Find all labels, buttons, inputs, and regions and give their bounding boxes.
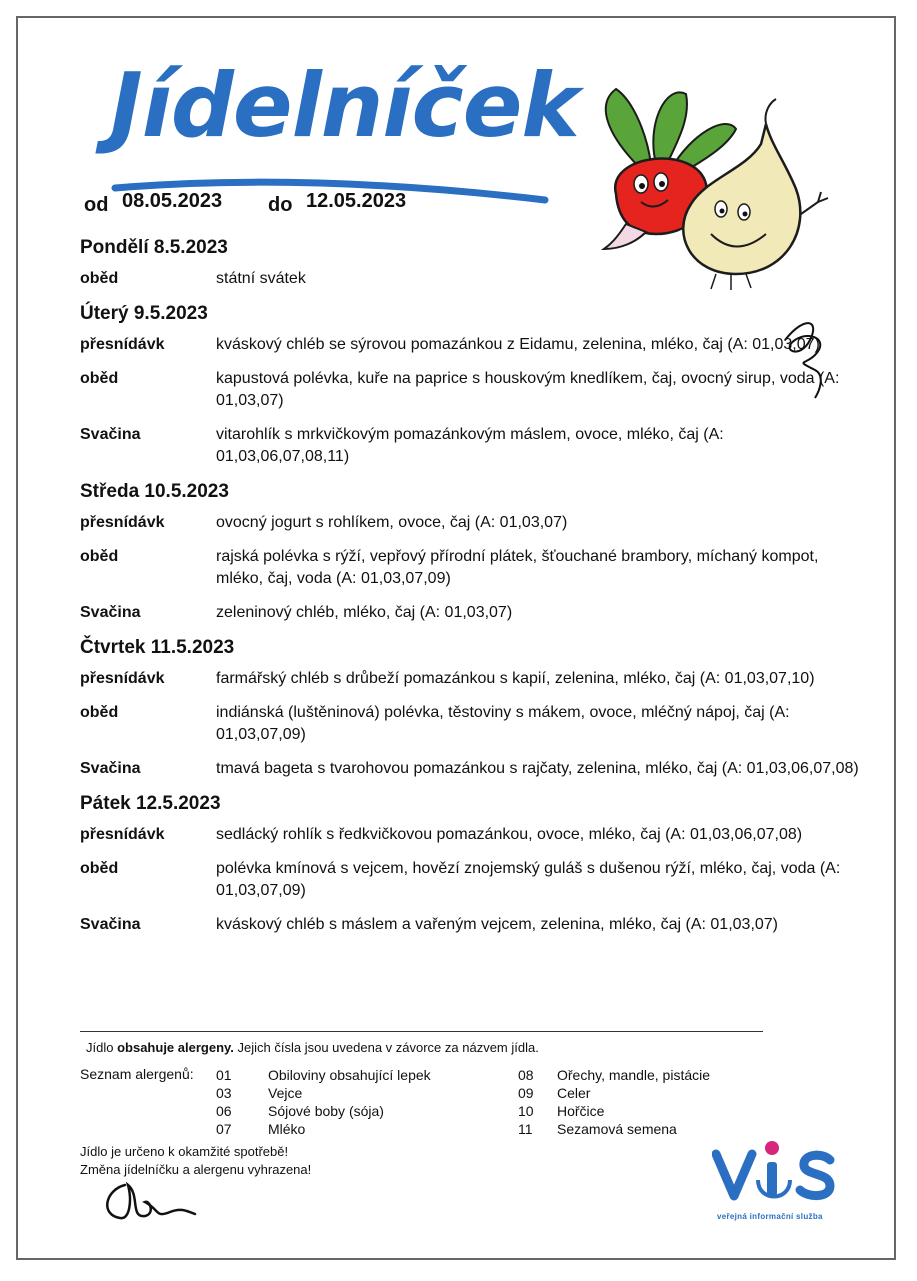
- allergen-list-caption: Seznam alergenů:: [80, 1066, 194, 1082]
- allergen-note-bold: obsahuje alergeny.: [117, 1040, 234, 1055]
- meal-name: oběd: [80, 704, 119, 721]
- meal-name: Svačina: [80, 760, 141, 777]
- meal-row: [80, 368, 880, 412]
- meal-row: [80, 334, 880, 356]
- allergen-number: 01: [216, 1067, 232, 1083]
- meal-name: Svačina: [80, 916, 141, 933]
- signature-bottom: [100, 1180, 200, 1225]
- allergen-number: 07: [216, 1121, 232, 1137]
- meal-row: [80, 546, 880, 590]
- day-monday: [80, 236, 880, 290]
- allergen-item: [216, 1084, 431, 1102]
- vis-logo-icon: [712, 1140, 842, 1210]
- day-friday: [80, 792, 880, 936]
- meal-name: oběd: [80, 370, 119, 387]
- meal-desc: farmářský chléb s drůbeží pomazánkou s kapií, zelenina, mléko, čaj (A: 01,03,07,10): [216, 670, 815, 687]
- allergen-name: Ořechy, mandle, pistácie: [557, 1067, 711, 1083]
- meal-desc: vitarohlík s mrkvičkovým pomazánkovým máslem, ovoce, mléko, čaj (A: 01,03,06,07,08,11): [216, 426, 724, 465]
- day-thursday: [80, 636, 880, 780]
- meal-desc: ovocný jogurt s rohlíkem, ovoce, čaj (A: 01,03,07): [216, 514, 568, 531]
- meal-desc: sedlácký rohlík s ředkvičkovou pomazánkou, ovoce, mléko, čaj (A: 01,03,06,07,08): [216, 826, 803, 843]
- footer-line: Změna jídelníčku a alergenu vyhrazena!: [80, 1162, 312, 1177]
- allergen-item: [216, 1120, 431, 1138]
- menu-content: [80, 236, 880, 948]
- allergen-list-right: [518, 1066, 710, 1138]
- meal-desc: zeleninový chléb, mléko, čaj (A: 01,03,07): [216, 604, 513, 621]
- meal-desc: státní svátek: [216, 270, 306, 287]
- allergen-note-prefix: Jídlo: [86, 1040, 114, 1055]
- meal-desc: rajská polévka s rýží, vepřový přírodní plátek, šťouchané brambory, míchaný kompot, mléko, čaj, voda (A: 01,03,07,09): [216, 548, 819, 587]
- title-swoosh: [105, 60, 555, 210]
- meal-row: [80, 914, 880, 936]
- allergen-item: [518, 1066, 710, 1084]
- meal-desc: kapustová polévka, kuře na paprice s houskovým knedlíkem, čaj, ovocný sirup, voda (A: 01,03,07): [216, 370, 840, 409]
- meal-desc: polévka kmínová s vejcem, hovězí znojemský guláš s dušenou rýží, mléko, čaj, voda (A: 01,03,07,09): [216, 860, 841, 899]
- allergen-number: 09: [518, 1085, 534, 1101]
- allergen-item: [216, 1102, 431, 1120]
- allergen-number: 06: [216, 1103, 232, 1119]
- allergen-name: Vejce: [268, 1085, 303, 1101]
- allergen-note-suffix: Jejich čísla jsou uvedena v závorce za názvem jídla.: [237, 1040, 539, 1055]
- allergen-number: 08: [518, 1067, 534, 1083]
- allergen-number: 10: [518, 1103, 534, 1119]
- meal-row: [80, 424, 880, 468]
- from-label: od: [84, 194, 109, 216]
- footer-notes: [80, 1143, 311, 1179]
- day-tuesday: [80, 302, 880, 468]
- allergen-number: 03: [216, 1085, 232, 1101]
- day-title: Pátek 12.5.2023: [80, 793, 221, 814]
- allergen-name: Sójové boby (sója): [268, 1103, 384, 1119]
- meal-desc: tmavá bageta s tvarohovou pomazánkou s rajčaty, zelenina, mléko, čaj (A: 01,03,06,07,08): [216, 760, 859, 777]
- allergen-number: 11: [518, 1121, 533, 1137]
- from-date: 08.05.2023: [122, 190, 223, 212]
- allergen-item: [518, 1084, 710, 1102]
- date-from: [84, 190, 223, 217]
- footer-line: Jídlo je určeno k okamžité spotřebě!: [80, 1144, 289, 1159]
- allergen-name: Hořčice: [557, 1103, 605, 1119]
- to-date: 12.05.2023: [306, 190, 407, 212]
- meal-row: [80, 858, 880, 902]
- allergen-list-left: [216, 1066, 431, 1138]
- meal-row: [80, 602, 880, 624]
- meal-desc: indiánská (luštěninová) polévka, těstoviny s mákem, ovoce, mléčný nápoj, čaj (A: 01,03,07,09): [216, 704, 790, 743]
- day-title: Pondělí 8.5.2023: [80, 237, 228, 258]
- meal-row: [80, 758, 880, 780]
- page-title: Jídelníček: [110, 54, 579, 157]
- meal-name: oběd: [80, 860, 119, 877]
- day-title: Čtvrtek 11.5.2023: [80, 637, 235, 658]
- meal-row: [80, 268, 880, 290]
- day-wednesday: [80, 480, 880, 624]
- meal-name: Svačina: [80, 604, 141, 621]
- day-title: Úterý 9.5.2023: [80, 303, 208, 324]
- meal-name: oběd: [80, 548, 119, 565]
- vis-logo-subtitle: veřejná informační služba: [717, 1212, 823, 1221]
- allergen-note: [86, 1040, 539, 1055]
- to-label: do: [268, 194, 293, 216]
- meal-name: přesnídávk: [80, 670, 165, 687]
- meal-desc: kváskový chléb s máslem a vařeným vejcem, zelenina, mléko, čaj (A: 01,03,07): [216, 916, 779, 933]
- meal-row: [80, 512, 880, 534]
- meal-name: přesnídávk: [80, 514, 165, 531]
- day-title: Středa 10.5.2023: [80, 481, 229, 502]
- allergen-name: Mléko: [268, 1121, 306, 1137]
- allergen-item: [518, 1102, 710, 1120]
- allergen-name: Obiloviny obsahující lepek: [268, 1067, 431, 1083]
- meal-desc: kváskový chléb se sýrovou pomazánkou z Eidamu, zelenina, mléko, čaj (A: 01,03,07): [216, 336, 820, 353]
- allergen-name: Sezamová semena: [557, 1121, 677, 1137]
- date-to: [268, 190, 407, 217]
- meal-row: [80, 668, 880, 690]
- meal-name: Svačina: [80, 426, 141, 443]
- meal-name: přesnídávk: [80, 336, 165, 353]
- allergen-divider: [80, 1031, 763, 1032]
- meal-row: [80, 702, 880, 746]
- allergen-name: Celer: [557, 1085, 591, 1101]
- meal-row: [80, 824, 880, 846]
- meal-name: oběd: [80, 270, 119, 287]
- meal-name: přesnídávk: [80, 826, 165, 843]
- allergen-item: [216, 1066, 431, 1084]
- allergen-item: [518, 1120, 710, 1138]
